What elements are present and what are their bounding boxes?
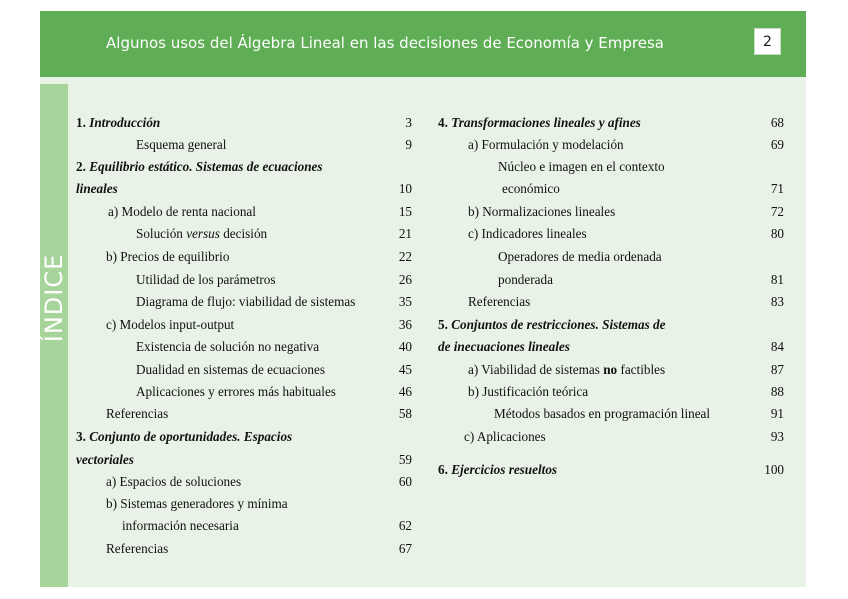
page-number-badge: 2 [754, 28, 781, 55]
toc-page: 15 [398, 204, 412, 219]
toc-entry[interactable] [76, 494, 412, 514]
toc-entry-title: c) Aplicaciones [464, 429, 546, 444]
toc-entry[interactable] [438, 179, 784, 199]
toc-entry-title: c) Modelos input-output [106, 317, 235, 332]
toc-entry[interactable] [76, 135, 412, 155]
toc-page: 80 [770, 226, 784, 241]
toc-entry-title: Conjuntos de restricciones. Sistemas de [451, 317, 666, 332]
toc-entry-title: a) Espacios de soluciones [106, 474, 242, 489]
toc-page: 81 [770, 272, 784, 287]
toc-entry[interactable] [438, 135, 784, 155]
toc-entry[interactable] [438, 315, 784, 335]
toc-left-column [76, 113, 412, 573]
toc-entry[interactable] [438, 157, 784, 177]
toc-entry-number: 1. [76, 115, 90, 130]
toc-entry-title: a) Modelo de renta nacional [108, 204, 256, 219]
toc-right-column [438, 113, 784, 493]
toc-entry-title: Diagrama de flujo: viabilidad de sistemas [136, 294, 356, 309]
toc-entry[interactable] [76, 472, 412, 492]
toc-entry-title: de inecuaciones lineales [438, 339, 570, 354]
toc-page: 40 [398, 339, 412, 354]
page-header [40, 11, 806, 77]
toc-entry[interactable] [76, 179, 412, 199]
toc-page: 72 [770, 204, 784, 219]
toc-entry[interactable] [438, 202, 784, 222]
toc-page: 88 [770, 384, 784, 399]
toc-entry-number: 6. [438, 462, 452, 477]
toc-entry[interactable] [76, 337, 412, 357]
toc-page: 100 [764, 462, 784, 477]
toc-page: 67 [398, 541, 412, 556]
toc-entry-title: Existencia de solución no negativa [136, 339, 320, 354]
toc-entry-title: Métodos basados en programación lineal [494, 406, 711, 421]
toc-entry[interactable] [438, 292, 784, 312]
toc-entry-emphasis: no [603, 362, 618, 377]
toc-entry-number: 5. [438, 317, 452, 332]
toc-entry-title: Conjunto de oportunidades. Espacios [89, 429, 293, 444]
toc-entry-title: Equilibrio estático. Sistemas de ecuaciones [89, 159, 323, 174]
toc-entry-title: Ejercicios resueltos [451, 462, 558, 477]
toc-entry-title: c) Indicadores lineales [468, 226, 587, 241]
toc-page: 21 [398, 226, 412, 241]
toc-entry-title: a) Viabilidad de sistemas [468, 362, 604, 377]
toc-entry[interactable] [438, 382, 784, 402]
toc-page: 62 [398, 518, 412, 533]
toc-page: 59 [398, 452, 412, 467]
toc-entry[interactable] [76, 224, 412, 244]
toc-page: 91 [770, 406, 784, 421]
toc-entry[interactable] [438, 460, 784, 480]
toc-entry-title: Transformaciones lineales y afines [451, 115, 641, 130]
toc-entry-title: Introducción [89, 115, 161, 130]
toc-entry-title: Utilidad de los parámetros [136, 272, 276, 287]
toc-entry-title: Dualidad en sistemas de ecuaciones [136, 362, 325, 377]
toc-entry[interactable] [76, 360, 412, 380]
toc-entry[interactable] [76, 427, 412, 447]
toc-entry-title: Referencias [468, 294, 531, 309]
toc-entry-title: Operadores de media ordenada [498, 249, 662, 264]
toc-entry[interactable] [438, 270, 784, 290]
toc-entry[interactable] [438, 247, 784, 267]
toc-page: 35 [398, 294, 412, 309]
toc-entry[interactable] [76, 292, 412, 312]
toc-entry-number: 3. [76, 429, 90, 444]
toc-page: 3 [405, 115, 412, 130]
toc-entry[interactable] [438, 113, 784, 133]
toc-page: 84 [770, 339, 784, 354]
toc-entry[interactable] [76, 202, 412, 222]
toc-page: 9 [405, 137, 412, 152]
toc-entry-title: vectoriales [76, 452, 134, 467]
toc-entry[interactable] [438, 337, 784, 357]
toc-entry-title: Esquema general [136, 137, 227, 152]
toc-page: 83 [770, 294, 784, 309]
toc-entry[interactable] [438, 404, 784, 424]
toc-page: 46 [398, 384, 412, 399]
toc-page: 36 [398, 317, 412, 332]
toc-entry[interactable] [76, 157, 412, 177]
toc-entry-title-end: decisión [219, 226, 268, 241]
toc-entry-emphasis: versus [186, 226, 220, 241]
toc-entry-title: Referencias [106, 406, 169, 421]
toc-page: 71 [770, 181, 784, 196]
toc-entry-title: a) Formulación y modelación [468, 137, 624, 152]
toc-entry[interactable] [438, 360, 784, 380]
toc-entry[interactable] [438, 427, 784, 447]
toc-entry[interactable] [76, 450, 412, 470]
toc-entry-number: 2. [76, 159, 90, 174]
toc-entry[interactable] [76, 516, 412, 536]
toc-page: 87 [770, 362, 784, 377]
toc-entry[interactable] [76, 247, 412, 267]
toc-page: 26 [398, 272, 412, 287]
toc-entry-title: económico [502, 181, 560, 196]
toc-entry-title: Núcleo e imagen en el contexto [498, 159, 665, 174]
toc-page: 10 [398, 181, 412, 196]
toc-page: 45 [398, 362, 412, 377]
toc-entry[interactable] [76, 539, 412, 559]
toc-entry-title: Referencias [106, 541, 169, 556]
side-label: ÍNDICE [40, 253, 68, 343]
toc-page: 22 [398, 249, 412, 264]
toc-page: 60 [398, 474, 412, 489]
document-title: Algunos usos del Álgebra Lineal en las decisiones de Economía y Empresa [106, 34, 664, 52]
toc-page: 69 [770, 137, 784, 152]
toc-entry-title: b) Sistemas generadores y mínima [106, 496, 288, 511]
toc-entry-title: información necesaria [122, 518, 239, 533]
toc-entry[interactable] [438, 224, 784, 244]
toc-entry-title: b) Normalizaciones lineales [468, 204, 616, 219]
toc-entry-title: lineales [76, 181, 118, 196]
toc-page: 93 [770, 429, 784, 444]
toc-entry[interactable] [76, 113, 412, 133]
toc-entry-title: Solución [136, 226, 187, 241]
toc-entry[interactable] [76, 315, 412, 335]
toc-entry[interactable] [76, 270, 412, 290]
toc-entry-title: Aplicaciones y errores más habituales [136, 384, 336, 399]
toc-entry-title: b) Justificación teórica [468, 384, 589, 399]
toc-entry-title-end: factibles [617, 362, 666, 377]
toc-page: 68 [770, 115, 784, 130]
toc-entry-number: 4. [438, 115, 452, 130]
toc-page: 58 [398, 406, 412, 421]
toc-entry[interactable] [76, 382, 412, 402]
toc-entry-title: ponderada [498, 272, 553, 287]
toc-entry-title: b) Precios de equilibrio [106, 249, 230, 264]
toc-entry[interactable] [76, 404, 412, 424]
